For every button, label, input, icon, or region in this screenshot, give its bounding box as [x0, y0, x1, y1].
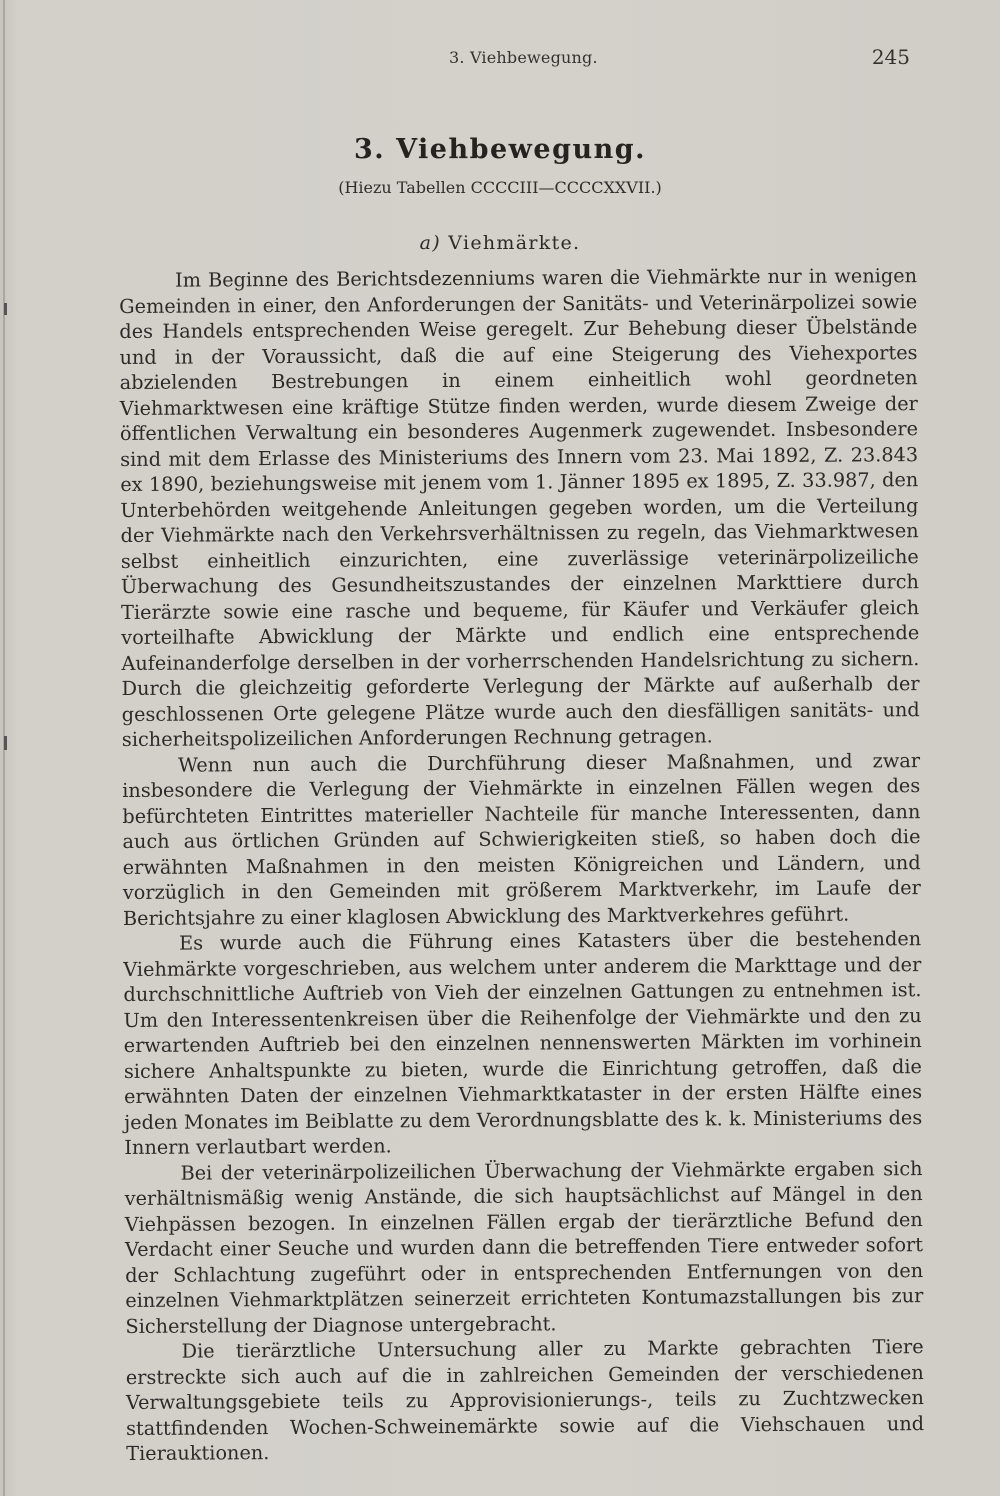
body-text	[119, 263, 924, 1466]
paragraph: Bei der veterinärpolizeilichen Überwachung der Viehmärkte ergaben sich verhältnismäßig wenig Anstände, die sich hauptsächlichst auf Mängel in den Viehpässen bezogen. In einzelnen Fällen ergab der tierärztliche Befund den Verdacht einer Seuche und wurden dann die betreffenden Tiere entweder sofort der Schlachtung zugeführt oder in entsprechenden Entfernungen von den einzelnen Viehmarktplätzen seinerzeit errichteten Kontumazstallungen bis zur Sicherstellung der Diagnose untergebracht.	[124, 1156, 924, 1338]
margin-mark	[4, 736, 7, 750]
section-subtitle: (Hiezu Tabellen CCCCIII—CCCCXXVII.)	[338, 178, 662, 197]
running-header-title: 3. Viehbewegung.	[449, 48, 598, 67]
paragraph: Die tierärztliche Untersuchung aller zu Markte gebrachten Tiere erstreckte sich auch auf die in zahlreichen Gemeinden der verschiedenen Verwaltungsgebiete teils zu Approvisionierungs-, teils zu Zuchtzwecken stattfindenden Wochen-Schweinemärkte sowie auf die Viehschauen und Tierauktionen.	[125, 1335, 925, 1465]
paragraph: Es wurde auch die Führung eines Katasters über die bestehenden Viehmärkte vorgeschrieben, aus welchem unter anderem die Markttage und der durchschnittliche Auftrieb von Vieh der einzelnen Gattungen zu entnehmen ist. Um den Interessentenkreisen über die Reihenfolge der Viehmärkte und den zu erwartenden Auftrieb bei den einzelnen nennenswerten Märkten im vorhinein sichere Anhaltspunkte zu bieten, wurde die Einrichtung getroffen, daß die erwähnten Daten der einzelnen Viehmarktkataster in der ersten Hälfte eines jeden Monates im Beiblatte zu dem Verordnungsblatte des k. k. Ministeriums des Innern verlautbart werden.	[123, 927, 923, 1159]
subsection-heading	[0, 232, 1000, 254]
margin-mark	[4, 303, 7, 315]
subsection-text: Viehmärkte.	[448, 232, 581, 254]
paragraph: Wenn nun auch die Durchführung dieser Maßnahmen, und zwar insbesondere die Verlegung der Viehmärkte in einzelnen Fällen wegen des befürchteten Eintrittes materieller Nachteile für manche Interessenten, dann auch aus örtlichen Gründen auf Schwierigkeiten stieß, so haben doch die erwähnten Maßnahmen in den meisten Königreichen und Ländern, und vorzüglich in den Gemeinden mit größerem Marktverkehr, im Laufe der Berichtsjahre zu einer klaglosen Abwicklung des Marktverkehres geführt.	[122, 748, 921, 930]
section-title: 3. Viehbewegung.	[353, 134, 647, 165]
paragraph: Im Beginne des Berichtsdezenniums waren die Viehmärkte nur in wenigen Gemeinden in einer, den Anforderungen der Sanitäts- und Veterinärpolizei sowie des Handels entsprechenden Weise geregelt. Zur Behebung dieser Übelstände und in der Voraussicht, daß die auf eine Steigerung des Viehexportes abzielenden Bestrebungen in einem einheitlich wohl geordneten Viehmarktwesen eine kräftige Stütze finden werden, wurde diesem Zweige der öffentlichen Verwaltung ein besonderes Augenmerk zugewendet. Insbesondere sind mit dem Erlasse des Ministeriums des Innern vom 23. Mai 1892, Z. 23.843 ex 1890, beziehungsweise mit jenem vom 1. Jänner 1895 ex 1895, Z. 33.987, den Unterbehörden weitgehende Anleitungen gegeben worden, um die Verteilung der Viehmärkte nach den Verkehrsverhältnissen zu regeln, das Viehmarktwesen selbst einheitlich einzurichten, eine zuverlässige veterinärpolizeiliche Überwachung des Gesundheitszustandes der einzelnen Markttiere durch Tierärzte sowie eine rasche und bequeme, für Käufer und Verkäufer gleich vorteilhafte Abwicklung der Märkte und endlich eine entsprechende Aufeinanderfolge derselben in der vorherrschenden Handelsrichtung zu sichern. Durch die gleichzeitig geforderte Verlegung der Märkte auf außerhalb der geschlossenen Orte gelegene Plätze wurde auch den diesfälligen sanitäts- und sicherheitspolizeilichen Anforderungen Rechnung getragen.	[119, 264, 920, 751]
page-number: 245	[871, 45, 910, 69]
subsection-label: a)	[419, 232, 441, 254]
